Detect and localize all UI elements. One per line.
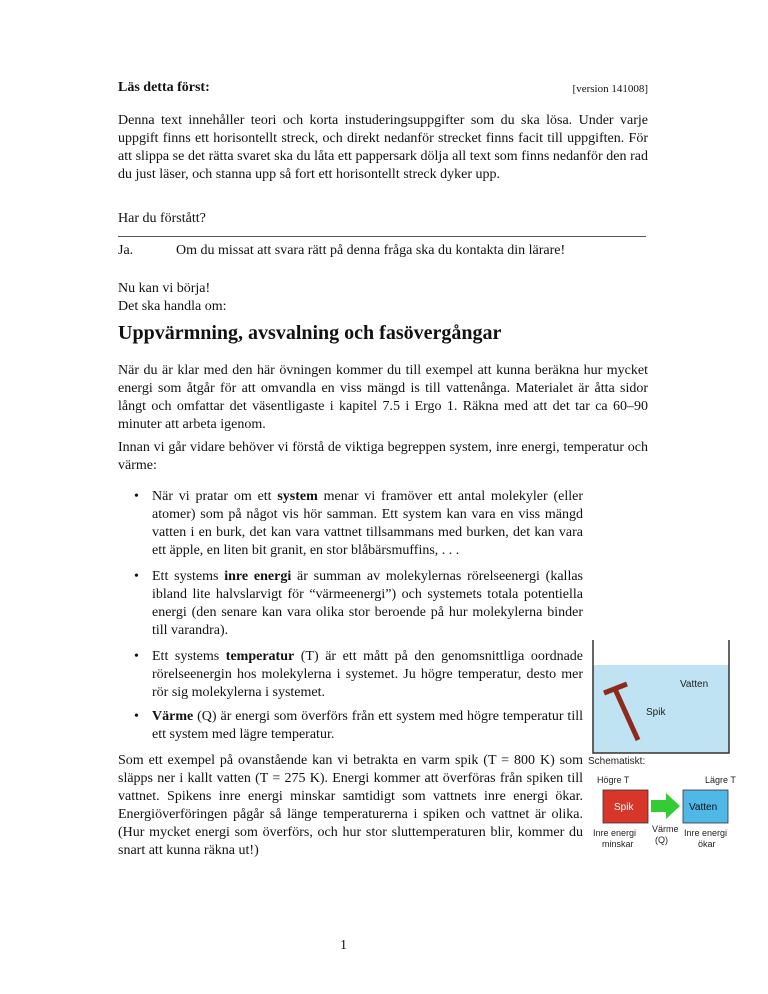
bullet-dot: • bbox=[134, 569, 139, 584]
keyword: Värme bbox=[152, 709, 194, 724]
section-title: Uppvärmning, avsvalning och fasövergångar bbox=[118, 322, 502, 344]
lower-t-label: Lägre T bbox=[705, 775, 736, 785]
keyword: system bbox=[277, 489, 318, 504]
start-line-2: Det ska handla om: bbox=[118, 299, 227, 314]
nail-in-water-figure bbox=[588, 640, 738, 850]
keyword: temperatur bbox=[225, 649, 295, 664]
bullet-dot: • bbox=[134, 709, 139, 724]
heat-arrow bbox=[651, 793, 680, 819]
spik-box-label: Spik bbox=[614, 802, 634, 813]
answer-label: Ja. bbox=[118, 243, 134, 258]
intro-paragraph: Denna text innehåller teori och korta instuderingsuppgifter som du ska lösa. Under varje uppgift finns ett horisontellt streck, och direkt nedanför strecket finns facit till uppgiften. För att slippa se det rätta svaret ska du låta ett pappersark dölja all text som finns nedanför den rad du just läser, och stanna upp så fort ett horisontellt streck dyker upp. bbox=[118, 113, 648, 182]
heat-label-2: (Q) bbox=[655, 835, 668, 845]
bullet-text: Värme (Q) är energi som överförs från ett system med högre temperatur till ett system med lägre temperatur. bbox=[152, 709, 583, 742]
start-line-1: Nu kan vi börja! bbox=[118, 281, 211, 296]
right-energy-1: Inre energi bbox=[684, 828, 728, 838]
keyword: inre energi bbox=[224, 569, 292, 584]
answer-text: Om du missat att svara rätt på denna fråga ska du kontakta din lärare! bbox=[176, 243, 566, 258]
vatten-box-label: Vatten bbox=[689, 802, 718, 813]
bullet-dot: • bbox=[134, 489, 139, 504]
left-energy-2: minskar bbox=[602, 839, 634, 849]
question-text: Har du förstått? bbox=[118, 211, 206, 226]
bullet-dot: • bbox=[134, 649, 139, 664]
nail-label: Spik bbox=[646, 707, 666, 718]
start-text bbox=[118, 280, 648, 316]
bullet-text: När vi pratar om ett system menar vi framöver ett antal molekyler (eller atomer) som på något vis hör samman. Ett system kan vara en viss mängd vatten i en burk, det kan vara vattnet tillsammans med burken, det kan vara ett äpple, en liten bit granit, en stor blåbärsmuffins, . . . bbox=[152, 489, 583, 558]
figure-svg bbox=[588, 640, 738, 850]
header bbox=[118, 80, 648, 96]
concepts-intro: Innan vi går vidare behöver vi förstå de viktiga begreppen system, inre energi, temperatur och värme: bbox=[118, 440, 648, 473]
page-number: 1 bbox=[340, 938, 347, 953]
heat-label-1: Värme bbox=[652, 824, 679, 834]
higher-t-label: Högre T bbox=[597, 775, 630, 785]
header-title: Läs detta först: bbox=[118, 80, 210, 95]
goal-paragraph: När du är klar med den här övningen kommer du till exempel att kunna beräkna hur mycket energi som åtgår för att omvandla en viss mängd is till vattenånga. Materialet är åtta sidor långt och omfattar det väsentligaste i kapitel 7.5 i Ergo 1. Räkna med att det tar ca 60–90 minuter att arbeta igenom. bbox=[118, 363, 648, 432]
right-energy-2: ökar bbox=[698, 839, 716, 849]
bullet-text: Ett systems inre energi är summan av molekylernas rörelseenergi (kallas ibland lite halvslarvigt för “värmeenergi”) och systemets totala potentiella energi (den senare kan vara olika stor beroende på hur molekylerna binder till varandra). bbox=[152, 569, 583, 638]
schematic-label: Schematiskt: bbox=[588, 756, 646, 767]
horizontal-rule bbox=[118, 236, 646, 237]
bullet-text: Ett systems temperatur (T) är ett mått på den genomsnittliga oordnade rörelseenergin hos molekylerna i systemet. Ju högre temperatur, desto mer rör sig molekylerna i systemet. bbox=[152, 649, 583, 700]
version-label: [version 141008] bbox=[572, 83, 648, 95]
water-label: Vatten bbox=[680, 679, 709, 690]
example-paragraph: Som ett exempel på ovanstående kan vi betrakta en varm spik (T = 800 K) som släpps ner i kallt vatten (T = 275 K). Energi kommer att överföras från spiken till vattnet. Spikens inre energi minskar samtidigt som vattnets inre energi ökar. Energiöverföringen pågår så länge temperaturerna i spiken och vattnet är olika. (Hur mycket energi som överförs, och hur stor sluttemperaturen blir, kommer du snart att kunna räkna ut!) bbox=[118, 753, 583, 858]
left-energy-1: Inre energi bbox=[593, 828, 637, 838]
